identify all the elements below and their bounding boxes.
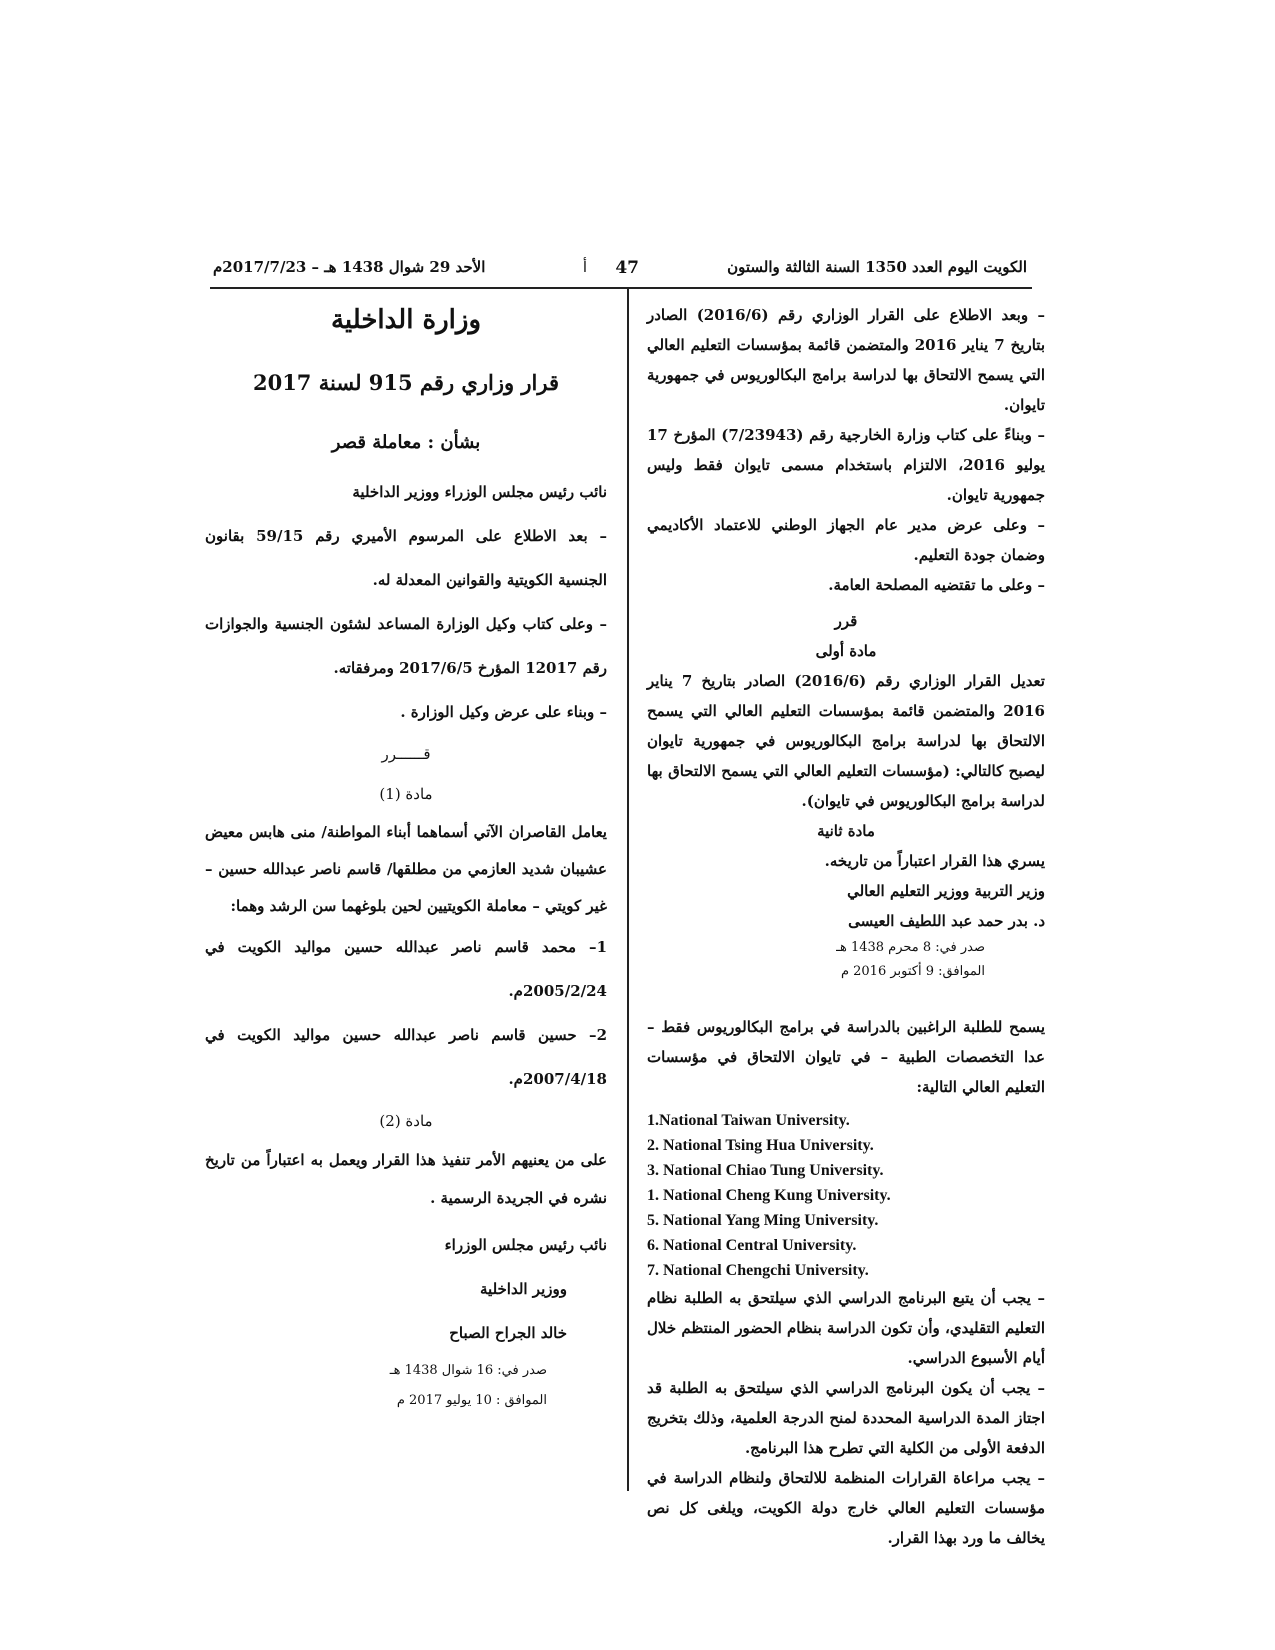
article-text: يعامل القاصران الآتي أسماهما أبناء المواطنة/ منى هابس معيض عشيبان شديد العازمي من مطلقها/ قاسم ناصر عبدالله حسين – غير كويتي – معاملة الكويتيين لحين بلوغهما سن الرشد وهما: xyxy=(205,823,607,915)
article-title: مادة ثانية xyxy=(817,822,875,840)
decision-word: قــــــرر xyxy=(381,745,431,763)
preamble-item: – وبناءً على كتاب وزارة الخارجية رقم (7/23943) المؤرخ 17 يوليو 2016، الالتزام باستخدام مسمى تايوان فقط وليس جمهورية تايوان. xyxy=(647,426,1045,504)
preamble-item: – وعلى كتاب وكيل الوزارة المساعد لشئون الجنسية والجوازات رقم 12017 المؤرخ 2017/6/5 ومرفقاته. xyxy=(205,615,607,677)
page-header xyxy=(213,258,1027,284)
minister-title: وزير التربية ووزير التعليم العالي xyxy=(847,882,1045,900)
issue-date: الأحد 29 شوال 1438 هـ – 2017/7/23م xyxy=(213,258,486,276)
condition-item: – يجب أن يتبع البرنامج الدراسي الذي سيلتحق به الطلبة نظام التعليم التقليدي، وأن تكون الدراسة بنظام الحضور المنتظم خلال أيام الأسبوع الدراسي. xyxy=(647,1289,1045,1367)
signature-title: ووزير الداخلية xyxy=(480,1280,567,1298)
preamble-item: – بعد الاطلاع على المرسوم الأميري رقم 59/15 بقانون الجنسية الكويتية والقوانين المعدلة له. xyxy=(205,527,608,589)
condition-item: – يجب مراعاة القرارات المنظمة للالتحاق ولنظام الدراسة في مؤسسات التعليم العالي خارج دولة الكويت، ويلغى كل نص يخالف ما ورد بهذا القرار. xyxy=(647,1469,1045,1547)
list-item: 6. National Central University. xyxy=(647,1237,857,1254)
issue-date-line: صدر في: 16 شوال 1438 هـ xyxy=(389,1363,547,1378)
child-entry: 1– محمد قاسم ناصر عبدالله حسين مواليد الكويت في 2005/2/24م. xyxy=(205,938,607,1000)
signature-title: نائب رئيس مجلس الوزراء xyxy=(444,1236,607,1254)
condition-item: – يجب أن يكون البرنامج الدراسي الذي سيلتحق به الطلبة قد اجتاز المدة الدراسية المحددة لمنح الدرجة العلمية، وذلك بتخريج الدفعة الأولى من الكلية التي تطرح هذا البرنامج. xyxy=(647,1379,1045,1457)
decision-word: قرر xyxy=(834,612,858,630)
section-letter: أ xyxy=(582,258,587,276)
article-title: مادة (1) xyxy=(379,785,433,803)
preamble-item: – وبعد الاطلاع على القرار الوزاري رقم (2016/6) الصادر بتاريخ 7 يناير 2016 والمتضمن قائمة بمؤسسات التعليم العالي التي يسمح الالتحاق بها لدراسة برامج البكالوريوس في جمهورية تايوان. xyxy=(647,306,1046,414)
annex-intro: يسمح للطلبة الراغبين بالدراسة في برامج البكالوريوس فقط – عدا التخصصات الطبية – في تايوان الالتحاق في مؤسسات التعليم العالي التالية: xyxy=(647,1018,1045,1096)
article-text: على من يعنيهم الأمر تنفيذ هذا القرار ويعمل به اعتباراً من تاريخ نشره في الجريدة الرسمية . xyxy=(205,1151,607,1207)
child-entry: 2– حسين قاسم ناصر عبدالله حسين مواليد الكويت في 2007/4/18م. xyxy=(205,1026,607,1088)
decision-subject: بشأن : معاملة قصر xyxy=(331,432,481,453)
article-text: يسري هذا القرار اعتباراً من تاريخه. xyxy=(824,852,1045,870)
right-column xyxy=(647,300,1045,1553)
issue-date-line: صدر في: 8 محرم 1438 هـ xyxy=(836,940,985,955)
preamble-item: – وبناء على عرض وكيل الوزارة . xyxy=(400,703,607,721)
list-item: 5. National Yang Ming University. xyxy=(647,1212,879,1229)
preamble-item: – وعلى ما تقتضيه المصلحة العامة. xyxy=(828,576,1045,594)
decision-title: قرار وزاري رقم 915 لسنة 2017 xyxy=(252,370,560,395)
preamble-item: – وعلى عرض مدير عام الجهاز الوطني للاعتماد الأكاديمي وضمان جودة التعليم. xyxy=(647,516,1045,564)
list-item: 7. National Chengchi University. xyxy=(647,1262,869,1279)
signature-name: خالد الجراح الصباح xyxy=(449,1324,567,1342)
article-text: تعديل القرار الوزاري رقم (2016/6) الصادر بتاريخ 7 يناير 2016 والمتضمن قائمة بمؤسسات التعليم العالي التي يسمح الالتحاق بها لدراسة برامج البكالوريوس في جمهورية تايوان ليصبح كالتالي: (مؤسسات التعليم العالي التي يسمح الالتحاق بها لدراسة برامج البكالوريوس في تايوان). xyxy=(647,672,1045,810)
page-number: 47 xyxy=(615,258,639,278)
article-title: مادة أولى xyxy=(815,642,877,660)
article-title: مادة (2) xyxy=(379,1112,433,1130)
list-item: 3. National Chiao Tung University. xyxy=(647,1162,884,1179)
list-item: 1.National Taiwan University. xyxy=(647,1112,850,1129)
left-column xyxy=(205,300,607,1413)
ministry-title: وزارة الداخلية xyxy=(330,305,482,335)
corresponding-date-line: الموافق: 9 أكتوبر 2016 م xyxy=(840,964,985,979)
issuer-line: نائب رئيس مجلس الوزراء ووزير الداخلية xyxy=(352,483,607,501)
header-rule xyxy=(210,287,1032,289)
minister-name: د. بدر حمد عبد اللطيف العيسى xyxy=(848,912,1045,930)
gazette-issue: الكويت اليوم العدد 1350 السنة الثالثة والستون xyxy=(727,258,1027,276)
column-divider xyxy=(627,289,629,1491)
corresponding-date-line: الموافق : 10 يوليو 2017 م xyxy=(396,1393,547,1408)
list-item: 1. National Cheng Kung University. xyxy=(647,1187,891,1204)
list-item: 2. National Tsing Hua University. xyxy=(647,1137,874,1154)
university-list xyxy=(647,1108,1045,1283)
